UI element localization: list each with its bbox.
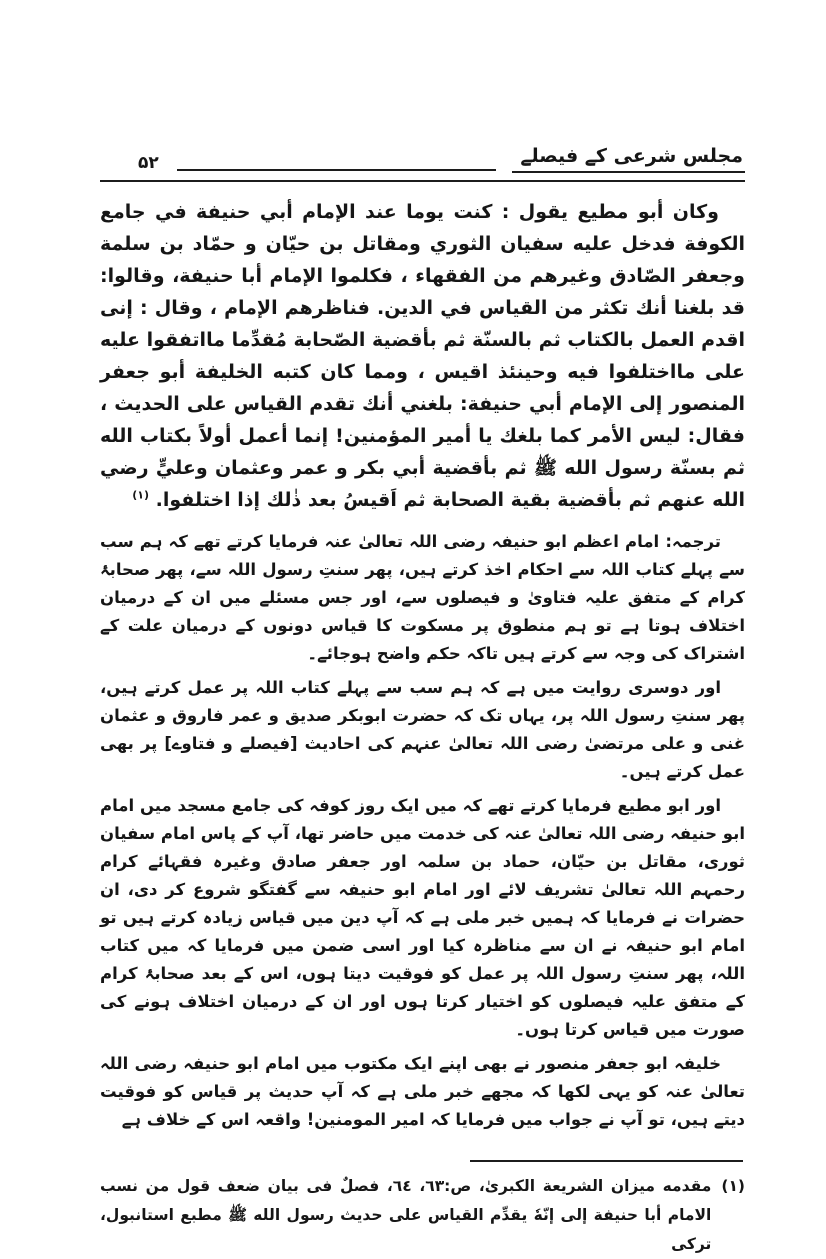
footnote-section — [100, 1160, 745, 1259]
footnote-text: مقدمه میزان الشریعة الکبریٰ، ص:٦٣، ٦٤، فصلٌ فی بیان ضعف قول من نسب الامام أبا حنیفة إلی إنّهٗ یقدِّم القیاس علی حدیث رسول الله ﷺ مطبع استانبول، ترکی — [100, 1177, 712, 1253]
footnote-separator-rule — [470, 1160, 743, 1162]
urdu-mansur-letter-paragraph: خلیفہ ابو جعفر منصور نے بھی اپنے ایک مکتوب میں امام ابو حنیفہ رضی اللہ تعالیٰ عنہ کو یہی لکھا کہ مجھے خبر ملی ہے کہ آپ حدیث پر قیاس کو فوقیت دیتے ہیں، تو آپ نے جواب میں فرمایا کہ امیر المومنین! واقعہ اس کے خلاف ہے — [100, 1054, 745, 1129]
page-number: ۵۲ — [138, 153, 159, 173]
header-title: مجلس شرعی کے فیصلے — [512, 145, 745, 173]
footnote-ref-marker: (۱) — [132, 488, 149, 502]
urdu-translation-paragraph: ترجمہ: امام اعظم ابو حنیفہ رضی اللہ تعالیٰ عنہ فرمایا کرتے تھے کہ ہم سب سے پہلے کتاب اللہ سے احکام اخذ کرتے ہیں، پھر سنتِ رسول اللہ سے، پھر صحابۂ کرام کے متفق علیہ فتاویٰ و فیصلوں سے، اور جس مسئلے میں ان کے درمیان اختلاف ہوتا ہے تو ہم منطوق پر مسکوت کا قیاس دونوں کے درمیان علت کے اشتراک کی وجہ سے کرتے ہیں تاکہ حکم واضح ہوجائے۔ — [100, 532, 745, 663]
header-rule — [177, 169, 497, 171]
footnote-body — [100, 1172, 745, 1259]
page-header — [100, 145, 745, 182]
arabic-passage — [100, 196, 745, 516]
urdu-second-narration-paragraph: اور دوسری روایت میں ہے کہ ہم سب سے پہلے کتاب اللہ پر عمل کرتے ہیں، پھر سنتِ رسول اللہ پر، یہاں تک کہ حضرت ابوبکر صدیق و عمر فاروق و عثمان غنی و علی مرتضیٰ رضی اللہ تعالیٰ عنہم کی احادیث [فیصلے و فتاوے] پر بھی عمل کرتے ہیں۔ — [100, 678, 745, 781]
arabic-passage-text: وکان أبو مطیع یقول : کنت یوما عند الإمام أبي حنیفة في جامع الکوفة فدخل علیه سفیان الثوري ومقاتل بن حیّان و حمّاد بن سلمة وجعفر الصّادق وغیرهم من الفقهاء ، فکلموا الإمام أبا حنیفة، وقالوا: قد بلغنا أنك تکثر من القیاس في الدین. فناظرهم الإمام ، وقال : إنی اقدم العمل بالکتاب ثم بالسنّة ثم بأقضیة الصّحابة مُقدِّما مااتفقوا علیه علی مااختلفوا فیه وحینئذ اقیس ، ومما کان کتبه الخلیفة أبو جعفر المنصور إلی الإمام أبي حنیفة: بلغني أنك تقدم القیاس علی الحدیث ، فقال: لیس الأمر کما بلغك یا أمیر المؤمنین! إنما أعمل أولاً بکتاب الله ثم بسنّة رسول الله ﷺ ثم بأقضیة أبي بکر و عمر وعثمان وعليٍّ رضي الله عنهم ثم بأقضیة بقیة الصحابة ثم اَقیسُ بعد ذٰلك إذا اختلفوا. — [100, 201, 745, 511]
page-content — [100, 145, 745, 1259]
footnote-marker: (۱) — [721, 1177, 745, 1195]
urdu-abu-muti-paragraph: اور ابو مطیع فرمایا کرتے تھے کہ میں ایک روز کوفہ کی جامع مسجد میں امام ابو حنیفہ رضی اللہ تعالیٰ عنہ کی خدمت میں حاضر تھا، آپ کے پاس امام سفیان ثوری، مقاتل بن حیّان، حماد بن سلمہ اور جعفر صادق وغیرہ فقہائے کرام رحمہم اللہ تعالیٰ تشریف لائے اور امام ابو حنیفہ سے گفتگو شروع کر دی، ان حضرات نے فرمایا کہ ہمیں خبر ملی ہے کہ آپ دین میں قیاس زیادہ کرتے ہیں تو امام ابو حنیفہ نے ان سے مناظرہ کیا اور اسی ضمن میں فرمایا کہ میں کتاب اللہ، پھر سنتِ رسول اللہ پر عمل کو فوقیت دیتا ہوں، اس کے بعد صحابۂ کرام کے متفق علیہ فیصلوں کو اختیار کرتا ہوں اور ان کے درمیان اختلاف ہونے کی صورت میں قیاس کرتا ہوں۔ — [100, 796, 745, 1039]
